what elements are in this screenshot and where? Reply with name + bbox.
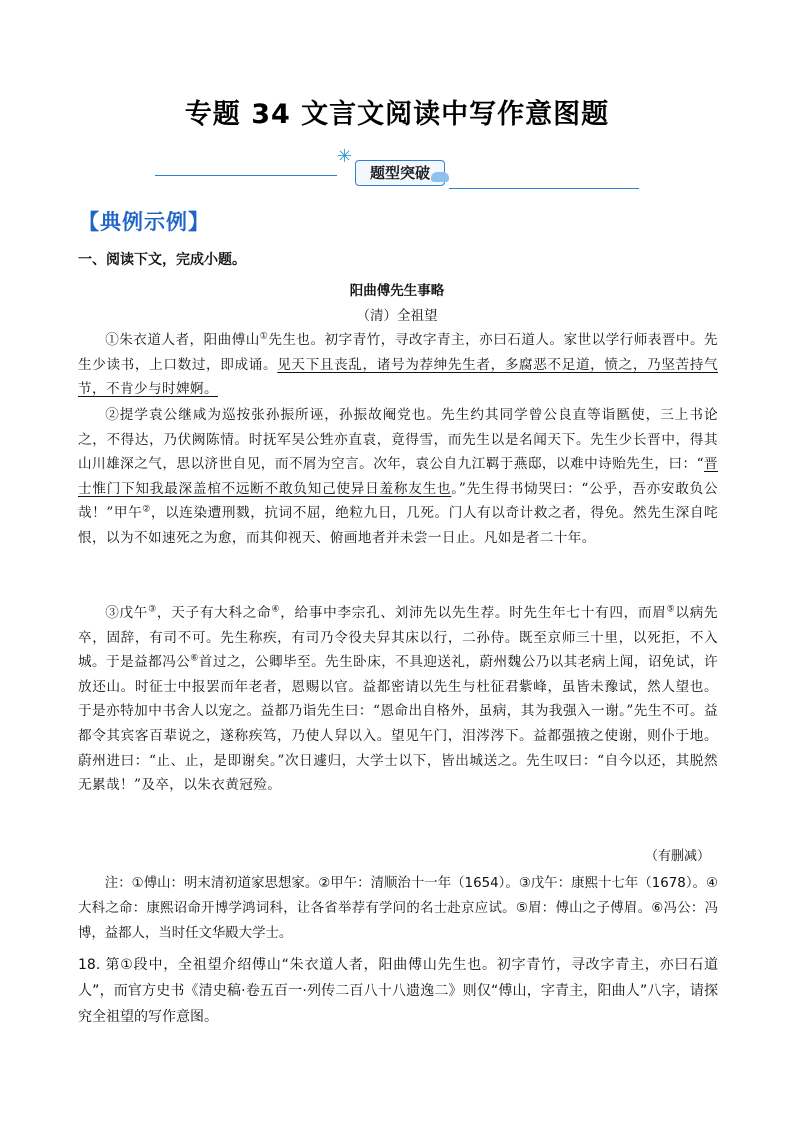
note-ref-4: ④ (271, 604, 281, 615)
article-author: （清）全祖望 (356, 308, 438, 324)
question-18: 18. 第①段中，全祖望介绍傅山“朱衣道人者，阳曲傅山先生也。初字青竹，寻改字青主，亦曰石道人”，而官方史书《清史稿·卷五百一·列传二百八十八遗逸二》则仅“傅山，字青主，阳曲人”八字，请探究全祖望的写作意图。 (78, 957, 718, 1025)
section-heading: 【典例示例】 (78, 210, 210, 234)
p2-text-a: ②提学袁公继咸为巡按张孙振所诬，孙振故阉党也。先生约其同学曾公良直等诣匦使，三上书论之，不得达，乃伏阙陈情。时抚军吴公甡亦直袁，竟得雪，而先生以是名闻天下。先生少长晋中，得其山川雄深之气，思以济世自见，而不屑为空言。次年，袁公自九江羁于燕邸，以难中诗贻先生，曰：“ (78, 407, 718, 473)
cloud-icon (431, 172, 449, 182)
p2-text-b: 。”先生得书恸哭曰：“公乎，吾亦安敢负公哉！”甲午 (78, 480, 718, 522)
p2-underlined-sentence: 晋士惟门下知我最深盖棺不远断不敢负知己使异日羞称友生也 (78, 456, 718, 497)
article-title: 阳曲傅先生事略 (349, 283, 445, 299)
annotations (78, 871, 718, 946)
paragraph-1 (78, 328, 718, 402)
p3-text-b: ，天子有大科之命 (156, 605, 272, 621)
note-ref-1: ① (259, 331, 269, 342)
p3-text-c: ，给事中李宗孔、刘沛先以先生荐。时先生年七十有四，而眉 (280, 605, 667, 621)
paragraph-2 (78, 403, 718, 551)
annotations-text: 注：①傅山：明末清初道家思想家。②甲午：清顺治十一年（1654）。③戊午：康熙十七年（1678）。④大科之命：康熙诏命开博学鸿词科，让各省举荐有学问的名士赴京应试。⑤眉：傅山之子傅眉。⑥冯公：冯博，益都人，当时任文华殿大学士。 (78, 876, 718, 941)
banner-line-left (155, 175, 337, 176)
note-ref-3: ③ (148, 604, 157, 615)
p3-text-e: 首过之，公卿毕至。先生卧床，不具迎送礼，蔚州魏公乃以其老病上闻，诏免试，许放还山。时征士中报罢而年老者，恩赐以官。益都密请以先生与杜征君紫峰，虽皆未豫试，然人望也。于是亦特加中书舍人以宠之。益都乃诣先生曰：“恩命出自格外，虽病，其为我强入一谢。”先生不可。益都令其宾客百辈说之，遂称疾笃，乃使人舁以入。望见午门，泪涔涔下。益都强掖之使谢，则仆于地。蔚州进曰：“止、止，是即谢矣。”次日遽归，大学士以下，皆出城送之。先生叹曰：“自今以还，其脱然无累哉！”及卒，以朱衣黄冠殓。 (78, 654, 719, 794)
p3-text-d: 以病先卒，固辞，有司不可。先生称疾，有司乃令役夫舁其床以行，二孙侍。既至京师三十里，以死拒，不入城。于是益都冯公 (78, 605, 719, 671)
p1-text-a: ①朱衣道人者，阳曲傅山 (105, 332, 260, 348)
note-ref-5: ⑤ (666, 604, 676, 615)
banner-line-right (449, 188, 639, 189)
p3-text-a: ③戊午 (105, 605, 149, 621)
p2-text-c: ，以连染遭刑戮，抗词不屈，绝粒九日，几死。门人有以奇计救之者，得免。然先生深自咤恨，以为不如速死之为愈，而其仰视天、俯画地者并未尝一日止。凡如是者二十年。 (78, 505, 718, 546)
sparkle-icon: ✳ (337, 146, 353, 167)
p1-text-b: 先生也。初字青竹，寻改字青主，亦曰石道人。家世以学行师表晋中。先生少读书，上口数过，即成诵。 (78, 332, 718, 373)
paragraph-3 (78, 601, 718, 798)
question-intro: 一、阅读下文，完成小题。 (78, 252, 246, 268)
p1-underlined-sentence: 见天下且丧乱，诸号为荐绅先生者，多腐恶不足道，愤之，乃坚苦持气节，不肯少与时婢婀。 (78, 356, 718, 398)
abridged-note: （有删减） (644, 849, 710, 864)
page-title: 专题 34 文言文阅读中写作意图题 (184, 99, 610, 130)
banner-tag: 题型突破 (355, 160, 445, 186)
note-ref-2: ② (142, 504, 151, 515)
section-banner (155, 148, 639, 193)
note-ref-6: ⑥ (190, 653, 199, 664)
